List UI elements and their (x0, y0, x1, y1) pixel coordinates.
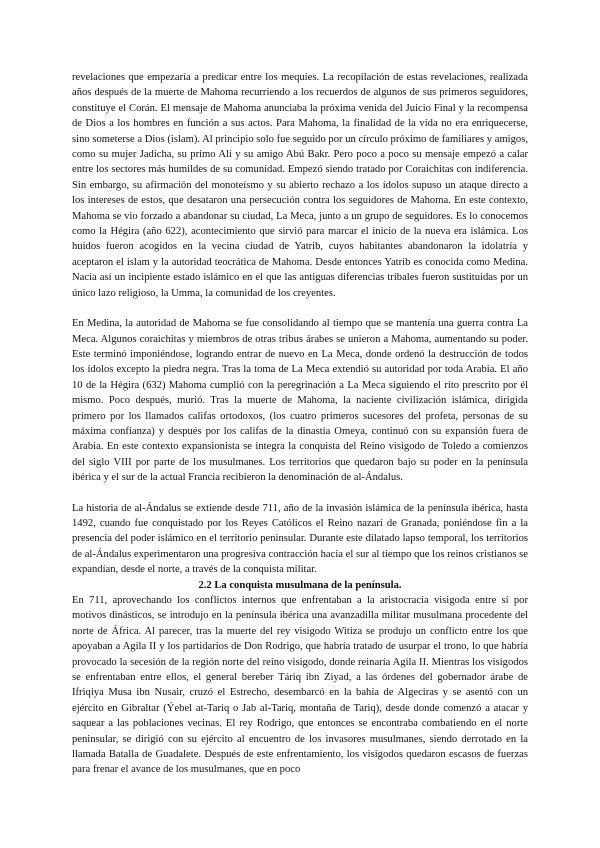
paragraph-mahoma-revelaciones: revelaciones que empezaría a predicar entre los mequíes. La recopilación de estas revelaciones, realizada años después de la muerte de Mahoma recurriendo a los recuerdos de algunos de sus primeros seguidores, constituye el Corán. El mensaje de Mahoma anunciaba la próxima venida del Juicio Final y la recompensa de Dios a los hombres en función a sus actos. Para Mahoma, la finalidad de la vida no era enriquecerse, sino someterse a Dios (islam). Al principio solo fue seguido por un círculo próximo de familiares y amigos, como su mujer Jadicha, su primo Alí y su amigo Abú Bakr. Pero poco a poco su mensaje empezó a calar entre los sectores más humildes de su comunidad. Empezó siendo tratado por Coraichitas con indiferencia. Sin embargo, su afirmación del monoteísmo y su abierto rechazo a los ídolos supuso un ataque directo a los intereses de estos, que desataron una persecución contra los seguidores de Mahoma. En este contexto, Mahoma se vio forzado a abandonar su ciudad, La Meca, junto a un grupo de seguidores. Es lo conocemos como la Hégira (año 622), acontecimiento que sirvió para marcar el inicio de la nueva era islámica. Los huidos fueron acogidos en la vecina ciudad de Yatrib, cuyos habitantes abandonaron la idolatría y aceptaron el islam y la autoridad teocrática de Mahoma. Desde entonces Yatrib es conocida como Medina. Nacía así un incipiente estado islámico en el que las antiguas diferencias tribales fueron sustituidas por un único lazo religioso, la Umma, la comunidad de los creyentes. (72, 72, 528, 299)
paragraph-conquista: En 711, aprovechando los conflictos internos que enfrentaban a la aristocracia visigoda entre sí por motivos dinásticos, se introdujo en la península ibérica una avanzadilla militar musulmana procedente del norte de África. Al parecer, tras la muerte del rey visigodo Witiza se produjo un conflicto entre los que apoyaban a Agila II y los partidarios de Don Rodrigo, que habría tratado de usurpar el trono, lo que habría provocado la secesión de la región norte del reino visigodo, donde reinaría Agila II. Mientras los visigodos se enfrentaban entre ellos, el general bereber Táriq ibn Ziyad, a las órdenes del gobernador árabe de Ifriqiya Musa ibn Nusair, cruzó el Estrecho, desembarcó en la bahía de Algeciras y se asentó con un ejército en Gibraltar (Ýebel at-Tariq o Jab al-Tariq, montaña de Tariq), desde donde comenzó a atacar y saquear a las poblaciones vecinas. El rey Rodrigo, que entonces se encontraba combatiendo en el norte peninsular, se dirigió con su ejército al encuentro de los invasores musulmanes, siendo derrotado en la llamada Batalla de Guadalete. Después de este enfrentamiento, los visigodos quedaron escasos de fuerzas para frenar el avance de los musulmanes, que en poco (72, 595, 528, 776)
paragraph-spacer (72, 486, 528, 501)
section-heading: 2.2 La conquista musulmana de la península. (198, 579, 402, 591)
paragraph-historia-al-andalus: La historia de al-Ándalus se extiende desde 711, año de la invasión islámica de la península ibérica, hasta 1492, cuando fue conquistado por los Reyes Católicos el Reino nazarí de Granada, poniéndose fin a la presencia del poder islámico en el territorio peninsular. Durante este dilatado lapso temporal, los territorios de al-Ándalus experimentaron una progresiva contracción hacia el sur al tiempo que los reinos cristianos se expandían, desde el norte, a través de la conquista militar. (72, 502, 528, 576)
paragraph-medina: En Medina, la autoridad de Mahoma se fue consolidando al tiempo que se mantenía una guerra contra La Meca. Algunos coraichitas y miembros de otras tribus árabes se unieron a Mahoma, aumentando su poder. Este terminó imponiéndose, logrando entrar de nuevo en La Meca, donde ordenó la destrucción de todos los ídolos excepto la piedra negra. Tras la toma de La Meca extendió su autoridad por toda Arabia. El año 10 de la Hégira (632) Mahoma cumplió con la peregrinación a La Meca siguiendo el rito prescrito por él mismo. Poco después, murió. Tras la muerte de Mahoma, la naciente civilización islámica, dirigida primero por los llamados califas ortodoxos, (los cuatro primeros sucesores del profeta, personas de su máxima confianza) y después por los califas de la dinastía Omeya, continuó con su expansión fuera de Arabia. En este contexto expansionista se integra la conquista del Reino visigodo de Toledo a comienzos del siglo VIII por parte de los musulmanes. Los territorios que quedaron bajo su poder en la península ibérica y el sur de la actual Francia recibieron la denominación de al-Ándalus. (72, 318, 528, 484)
document-page (72, 70, 528, 778)
paragraph-spacer (72, 301, 528, 316)
